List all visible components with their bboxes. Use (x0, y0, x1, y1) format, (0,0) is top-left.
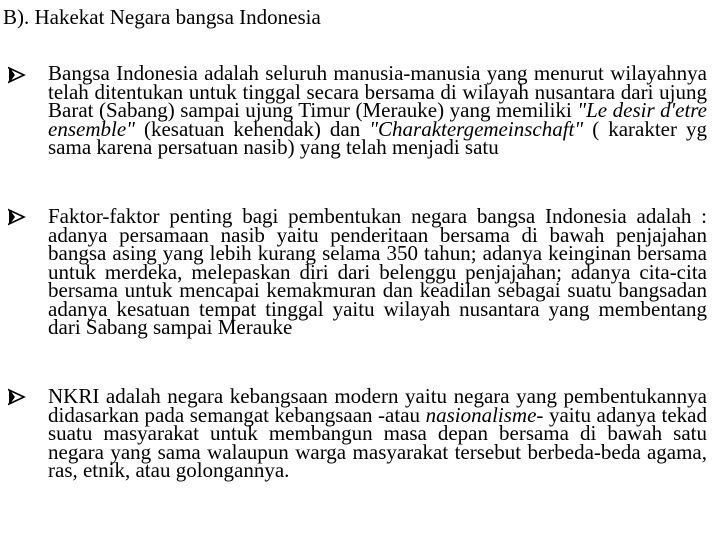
arrow-bullet-icon (8, 208, 26, 228)
bullet-text-3 (48, 384, 707, 482)
bullet-1-part-4: "Charaktergemeinschaft" (369, 116, 584, 141)
bullet-3-part-3: yaitu adanya tekad suatu masyarakat untuk membangun masa depan bersama di bawah satu negara yang sama walaupun warga masyarakat tersebut berbeda-beda agama, ras, etnik, atau golongannya. (48, 402, 707, 482)
bullet-1-part-1: Bangsa Indonesia adalah seluruh manusia-manusia yang menurut wilayahnya telah ditentukan untuk tinggal secara bersama di wilayah nusantara dari ujung Barat (Sabang) sampai ujung Timur (Merauke) yang memiliki (48, 61, 707, 122)
arrow-bullet-icon (8, 66, 26, 86)
arrow-bullet-icon (8, 388, 26, 408)
bullet-1-part-5: ( karakter yg sama karena persatuan nasib) yang telah menjadi satu (48, 116, 707, 159)
bullet-3-part-2: nasionalisme- (425, 402, 544, 427)
slide-title: B). Hakekat Negara bangsa Indonesia (3, 5, 321, 29)
bullet-1-part-2: "Le desir d'etre ensemble" (48, 98, 707, 141)
bullet-1-part-3: (kesatuan kehendak) dan (134, 116, 370, 141)
bullet-3-part-1: NKRI adalah negara kebangsaan modern yaitu negara yang pembentukannya didasarkan pada semangat kebangsaan -atau (48, 384, 707, 427)
bullet-text-1 (48, 61, 707, 159)
bullet-text-2: Faktor-faktor penting bagi pembentukan negara bangsa Indonesia adalah : adanya persamaan nasib yaitu penderitaan bersama di bawah penjajahan bangsa asing yang lebih kurang selama 350 tahun; adanya keinginan bersama untuk merdeka, melepaskan diri dari belenggu penjajahan; adanya cita-cita bersama untuk mencapai kemakmuran dan keadilan sebagai suatu bangsadan adanya kesatuan tempat tinggal yaitu wilayah nusantara yang membentang dari Sabang sampai Merauke (48, 204, 707, 339)
